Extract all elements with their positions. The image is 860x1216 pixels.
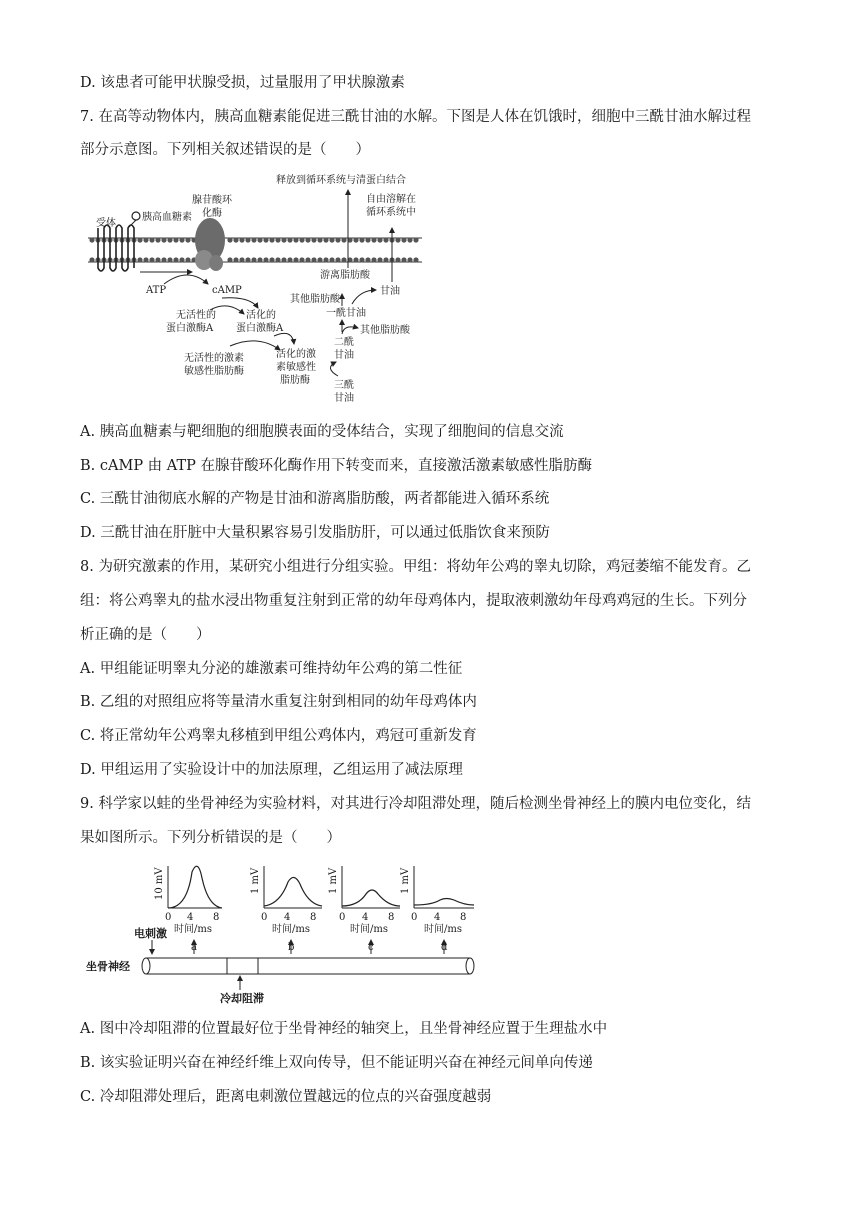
ylabel-a: 10 mV	[154, 867, 165, 900]
trace-a	[168, 866, 222, 908]
label-cold-block: 冷却阻滞	[220, 992, 264, 1005]
q6-option-d: D. 该患者可能甲状腺受损，过量服用了甲状腺激素	[80, 75, 405, 91]
tick-d-4: 4	[434, 912, 441, 923]
label-sciatic-nerve: 坐骨神经	[86, 960, 130, 973]
q8-option-a: A. 甲组能证明睾丸分泌的雄激素可维持幼年公鸡的第二性征	[80, 661, 463, 677]
q7-option-d: D. 三酰甘油在肝脏中大量积累容易引发脂肪肝，可以通过低脂饮食来预防	[80, 525, 550, 541]
label-active-hsl-line1: 活化的激	[276, 349, 316, 360]
label-glycerol: 甘油	[380, 286, 400, 297]
label-point-b: b	[288, 942, 295, 953]
ylabel-d: 1 mV	[400, 867, 411, 894]
label-inactive-hsl-line2: 敏感性脂肪酶	[184, 366, 244, 377]
q7-stem-line2: 部分示意图。下列相关叙述错误的是（ ）	[80, 142, 370, 158]
trace-c	[342, 890, 400, 906]
label-other-fa-lower: 其他脂肪酸	[360, 325, 410, 336]
label-glucagon: 胰高血糖素	[142, 212, 192, 223]
label-atp: ATP	[146, 285, 167, 296]
label-receptor: 受体	[96, 218, 116, 229]
q7-stem-line1: 7. 在高等动物体内，胰高血糖素能促进三酰甘油的水解。下图是人体在饥饿时，细胞中三酰甘油水解过程	[80, 109, 751, 125]
q7-figure-lipolysis-diagram	[80, 168, 440, 413]
label-point-d: d	[441, 942, 448, 953]
label-tag-line2: 甘油	[334, 393, 354, 404]
label-inactive-pka-line1: 无活性的	[176, 310, 216, 321]
xlabel-b: 时间/ms	[272, 924, 310, 935]
graph-panel-c	[328, 866, 400, 935]
label-dag-line1: 二酰	[334, 337, 354, 348]
label-point-a: a	[191, 942, 197, 953]
label-dissolve-line1: 自由溶解在	[366, 194, 416, 205]
label-mag: 一酰甘油	[326, 308, 366, 319]
label-active-hsl-line2: 素敏感性	[276, 362, 316, 373]
q7-option-a: A. 胰高血糖素与靶细胞的细胞膜表面的受体结合，实现了细胞间的信息交流	[80, 424, 564, 440]
sciatic-nerve-fiber	[142, 958, 474, 974]
label-other-fa-upper: 其他脂肪酸	[290, 294, 340, 305]
tick-c-8: 8	[388, 912, 395, 923]
q7-option-c: C. 三酰甘油彻底水解的产物是甘油和游离脂肪酸，两者都能进入循环系统	[80, 491, 550, 507]
graph-panel-a	[154, 866, 222, 935]
q8-option-d: D. 甲组运用了实验设计中的加法原理，乙组运用了减法原理	[80, 762, 463, 778]
label-dissolve-line2: 循环系统中	[366, 207, 416, 218]
tick-a-4: 4	[187, 912, 194, 923]
tick-c-0: 0	[339, 912, 346, 923]
label-release-circulation: 释放到循环系统与清蛋白结合	[276, 175, 406, 186]
q9-option-c: C. 冷却阻滞处理后，距离电刺激位置越远的位点的兴奋强度越弱	[80, 1089, 492, 1105]
tick-a-0: 0	[165, 912, 172, 923]
tick-d-8: 8	[460, 912, 467, 923]
q8-stem-line1: 8. 为研究激素的作用，某研究小组进行分组实验。甲组：将幼年公鸡的睾丸切除，鸡冠萎缩不能发育。乙	[80, 559, 751, 575]
ylabel-c: 1 mV	[328, 867, 339, 894]
receptor-icon	[98, 225, 134, 271]
label-active-pka-line1: 活化的	[246, 310, 276, 321]
glucagon-icon	[132, 212, 140, 220]
q9-figure-nerve-potential	[82, 858, 482, 1008]
label-active-hsl-line3: 脂肪酶	[280, 375, 310, 386]
q8-option-b: B. 乙组的对照组应将等量清水重复注射到相同的幼年母鸡体内	[80, 694, 477, 710]
label-enzyme-line1: 腺苷酸环	[192, 195, 232, 206]
q9-option-a: A. 图中冷却阻滞的位置最好位于坐骨神经的轴突上，且坐骨神经应置于生理盐水中	[80, 1021, 608, 1037]
q9-stem-line1: 9. 科学家以蛙的坐骨神经为实验材料，对其进行冷却阻滞处理，随后检测坐骨神经上的膜内电位变化，结	[80, 796, 751, 812]
tick-b-8: 8	[310, 912, 317, 923]
label-free-fatty-acid: 游离脂肪酸	[320, 270, 370, 281]
tick-d-0: 0	[411, 912, 418, 923]
label-active-pka-line2: 蛋白激酶A	[236, 323, 284, 334]
trace-b	[264, 877, 322, 906]
label-electric-stimulus: 电刺激	[134, 927, 167, 940]
graph-panel-d	[400, 866, 474, 935]
label-camp: cAMP	[212, 285, 242, 296]
xlabel-d: 时间/ms	[424, 924, 462, 935]
adenylate-cyclase-icon	[195, 218, 225, 271]
q8-stem-line3: 析正确的是（ ）	[80, 627, 211, 643]
label-enzyme-line2: 化酶	[202, 208, 222, 219]
tick-a-8: 8	[213, 912, 220, 923]
q9-option-b: B. 该实验证明兴奋在神经纤维上双向传导，但不能证明兴奋在神经元间单向传递	[80, 1055, 593, 1071]
q7-option-b: B. cAMP 由 ATP 在腺苷酸环化酶作用下转变而来，直接激活激素敏感性脂肪酶	[80, 458, 593, 474]
tick-c-4: 4	[362, 912, 369, 923]
cell-membrane	[88, 237, 422, 262]
label-inactive-hsl-line1: 无活性的激素	[184, 353, 244, 364]
tick-b-0: 0	[261, 912, 268, 923]
label-inactive-pka-line2: 蛋白激酶A	[166, 323, 214, 334]
q9-stem-line2: 果如图所示。下列分析错误的是（ ）	[80, 830, 341, 846]
graph-panel-b	[250, 866, 322, 935]
label-dag-line2: 甘油	[334, 350, 354, 361]
tick-b-4: 4	[284, 912, 291, 923]
xlabel-c: 时间/ms	[350, 924, 388, 935]
q8-option-c: C. 将正常幼年公鸡睾丸移植到甲组公鸡体内，鸡冠可重新发育	[80, 728, 477, 744]
trace-d	[414, 899, 474, 906]
q8-stem-line2: 组：将公鸡睾丸的盐水浸出物重复注射到正常的幼年母鸡体内，提取液刺激幼年母鸡鸡冠的生长。下列分	[80, 593, 747, 609]
label-point-c: c	[368, 942, 374, 953]
label-tag-line1: 三酰	[334, 380, 354, 391]
ylabel-b: 1 mV	[250, 867, 261, 894]
xlabel-a: 时间/ms	[174, 924, 212, 935]
